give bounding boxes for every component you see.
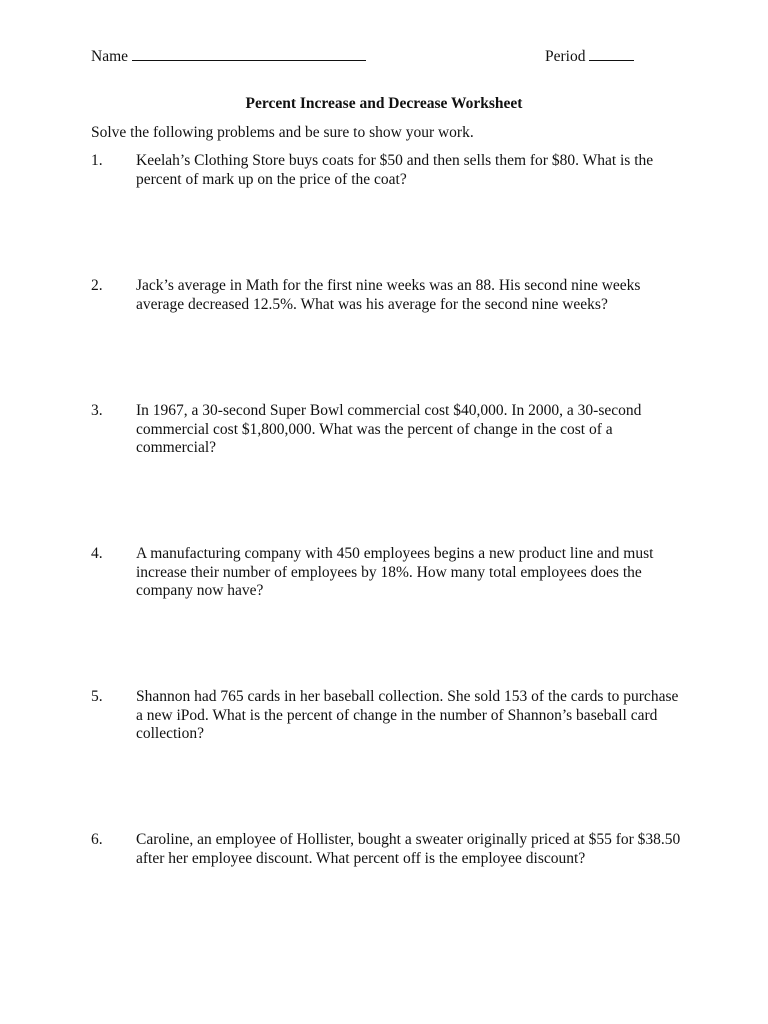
- problem-number: 6.: [91, 831, 103, 848]
- worksheet-title: Percent Increase and Decrease Worksheet: [245, 95, 523, 112]
- problem-text: In 1967, a 30-second Super Bowl commercial cost $40,000. In 2000, a 30-second commercial cost $1,800,000. What was the percent of change in the cost of a commercial?: [136, 402, 642, 456]
- problem-text: Shannon had 765 cards in her baseball collection. She sold 153 of the cards to purchase a new iPod. What is the percent of change in the number of Shannon’s baseball card collection?: [136, 688, 679, 742]
- problem-number: 2.: [91, 277, 103, 294]
- period-field: [545, 46, 634, 67]
- problem-text: A manufacturing company with 450 employees begins a new product line and must increase their number of employees by 18%. How many total employees does the company now have?: [136, 545, 654, 599]
- period-label: Period: [545, 48, 586, 65]
- problem-text: Keelah’s Clothing Store buys coats for $50 and then sells them for $80. What is the percent of mark up on the price of the coat?: [136, 152, 654, 188]
- name-blank[interactable]: [132, 46, 366, 61]
- problem-text: Jack’s average in Math for the first nine weeks was an 88. His second nine weeks average decreased 12.5%. What was his average for the second nine weeks?: [136, 277, 641, 313]
- instructions: Solve the following problems and be sure to show your work.: [91, 124, 474, 141]
- problem-number: 4.: [91, 545, 103, 562]
- problem-text: Caroline, an employee of Hollister, bought a sweater originally priced at $55 for $38.50 after her employee discount. What percent off is the employee discount?: [136, 831, 681, 867]
- name-field: [91, 46, 366, 67]
- period-blank[interactable]: [589, 46, 634, 61]
- problem-number: 1.: [91, 152, 103, 169]
- problem-number: 5.: [91, 688, 103, 705]
- problem-number: 3.: [91, 402, 103, 419]
- name-label: Name: [91, 48, 129, 65]
